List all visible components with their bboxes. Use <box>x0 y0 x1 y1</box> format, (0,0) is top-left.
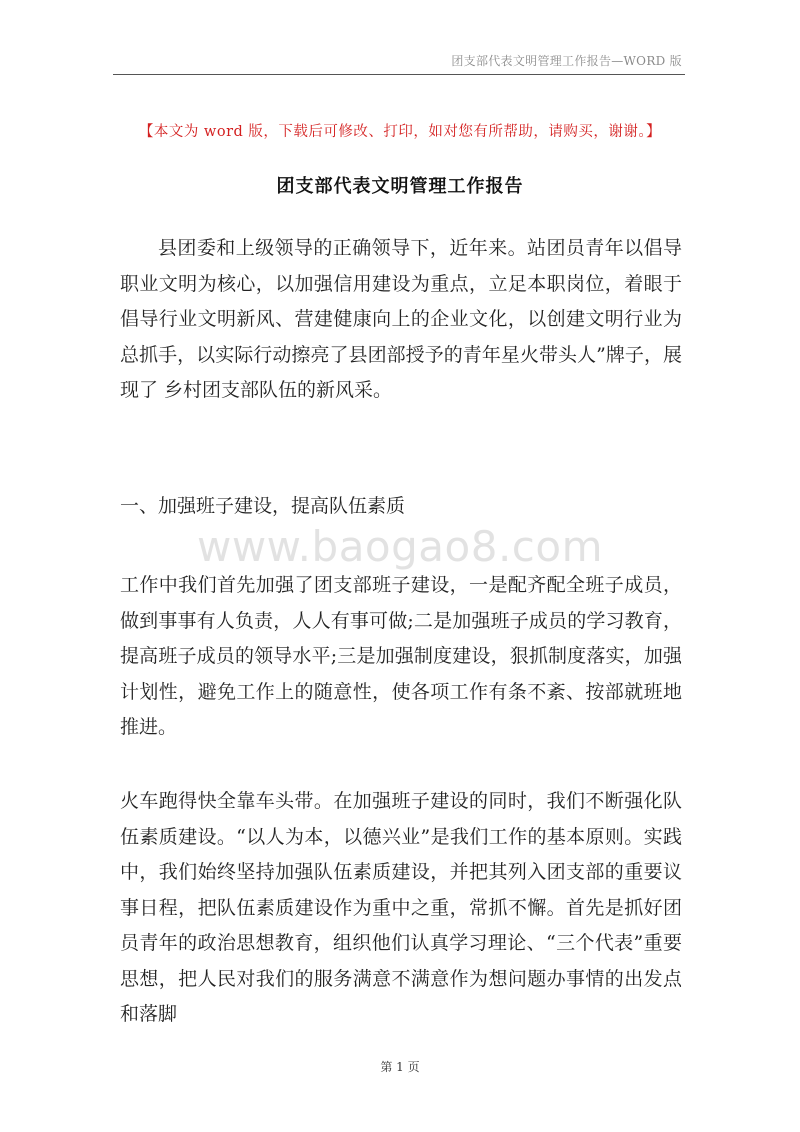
header-divider <box>113 74 685 75</box>
document-title: 团支部代表文明管理工作报告 <box>276 176 524 197</box>
paragraph-intro: 县团委和上级领导的正确领导下，近年来。站团员青年以倡导职业文明为核心，以加强信用建设为重点，立足本职岗位，着眼于倡导行业文明新风、营建健康向上的企业文化，以创建文明行业为总抓手，以实际行动擦亮了县团部授予的青年星火带头人”牌子，展现了 乡村团支部队伍的新风采。 <box>120 237 682 401</box>
paragraph-quality-building: 火车跑得快全靠车头带。在加强班子建设的同时，我们不断强化队伍素质建设。“以人为本，以德兴业”是我们工作的基本原则。实践中，我们始终坚持加强队伍素质建设，并把其列入团支部的重要议事日程，把队伍素质建设作为重中之重，常抓不懈。首先是抓好团员青年的政治思想教育，组织他们认真学习理论、“三个代表”重要思想，把人民对我们的服务满意不满意作为想问题办事情的出发点和落脚 <box>120 790 682 1025</box>
running-header: 团支部代表文明管理工作报告—WORD 版 <box>451 54 682 68</box>
paragraph-team-building: 工作中我们首先加强了团支部班子建设，一是配齐配全班子成员，做到事事有人负责，人人有事可做;二是加强班子成员的学习教育，提高班子成员的领导水平;三是加强制度建设，狠抓制度落实，加强计划性，避免工作上的随意性，使各项工作有条不紊、按部就班地推进。 <box>120 574 682 738</box>
watermark: www.baogao8.com <box>196 522 603 571</box>
section-heading-1: 一、加强班子建设，提高队伍素质 <box>120 495 406 517</box>
page-number: 第 1 页 <box>380 1060 420 1074</box>
download-notice: 【本文为 word 版，下载后可修改、打印，如对您有所帮助，请购买，谢谢。】 <box>138 124 662 140</box>
